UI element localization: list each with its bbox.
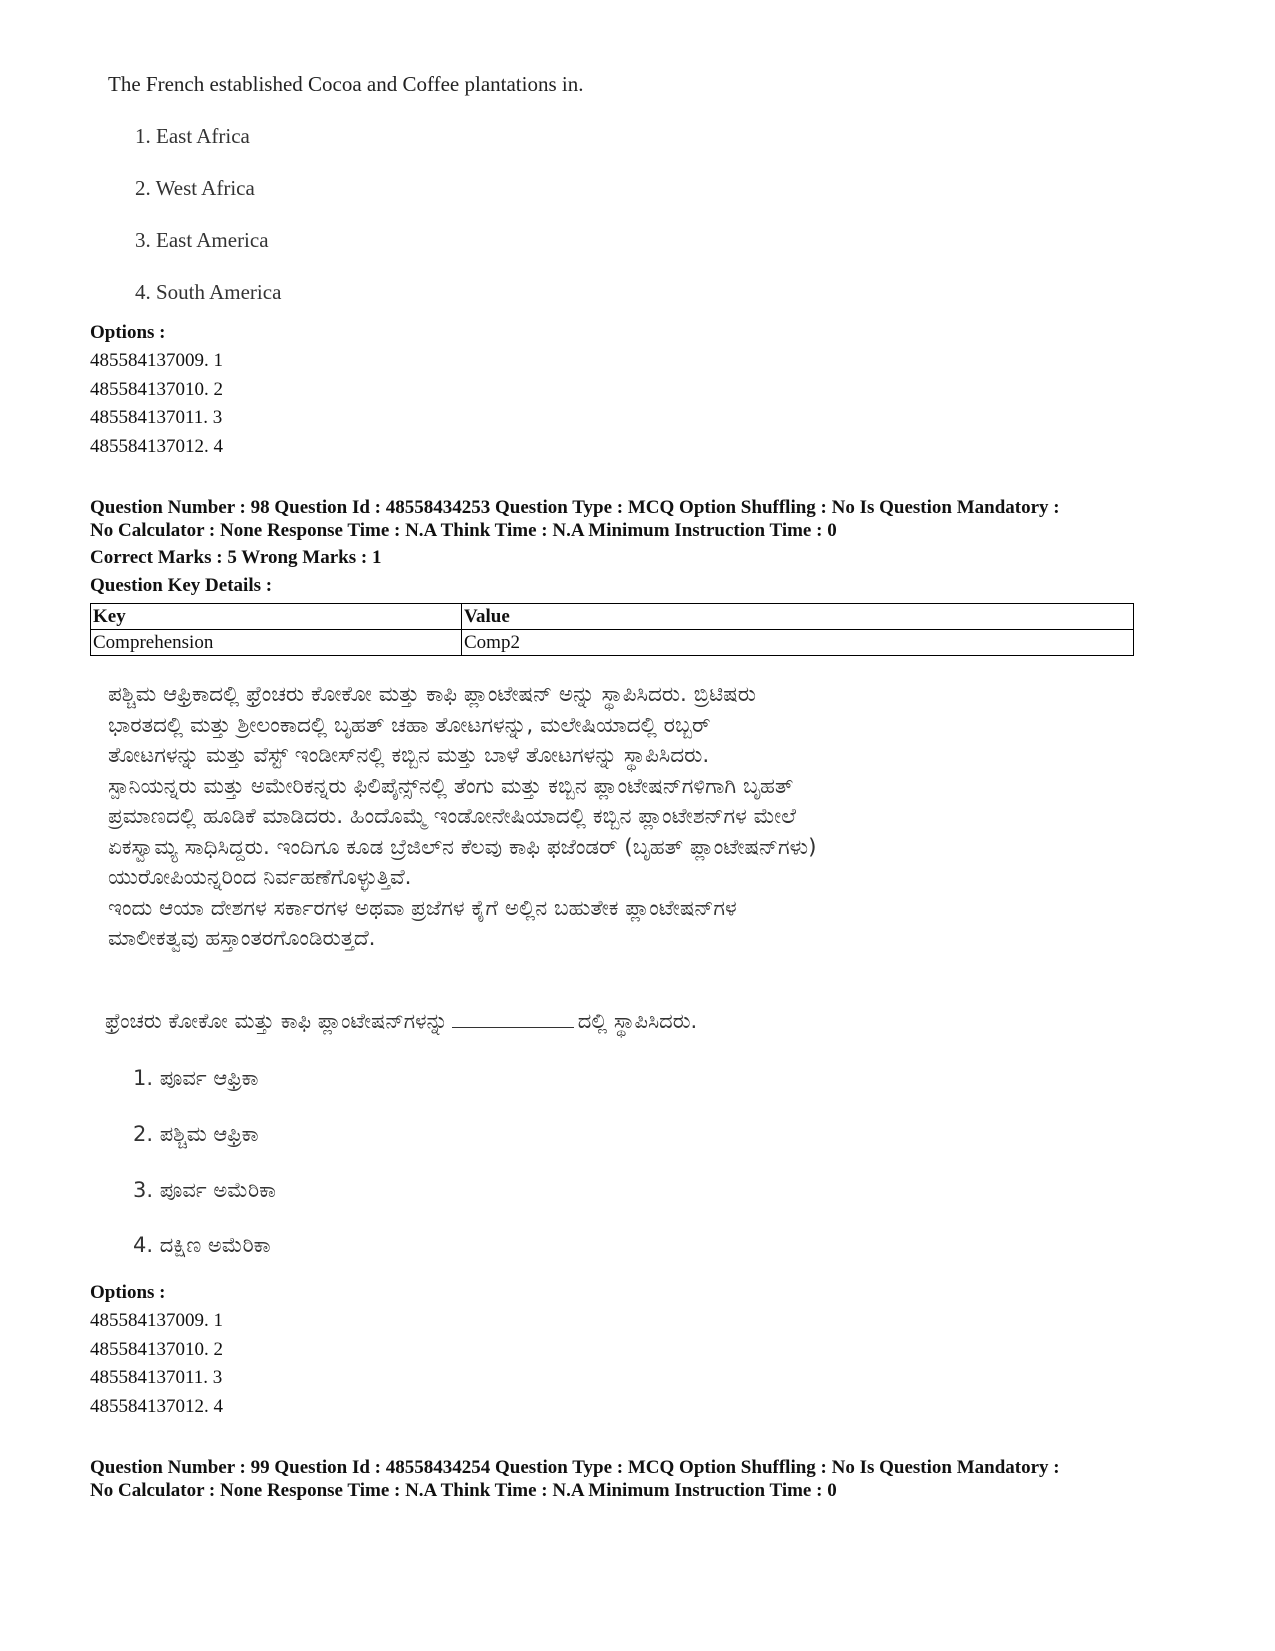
q98-question-before-blank: ಫ್ರೆಂಚರು ಕೋಕೋ ಮತ್ತು ಕಾಫಿ ಪ್ಲಾಂಟೇಷನ್‌ಗಳನ್ನು xyxy=(105,1009,448,1033)
q98-question-text xyxy=(105,1009,697,1034)
passage-line: ಏಕಸ್ವಾಮ್ಯ ಸಾಧಿಸಿದ್ದರು. ಇಂದಿಗೂ ಕೂಡ ಬ್ರೆಜಿಲ್‌ನ ಕೆಲವು ಕಾಫಿ ಫಜೆಂಡರ್ (ಬೃಹತ್ ಪ್ಲಾಂಟೇಷನ್‌ಗಳು) xyxy=(108,834,817,860)
key-table-header-key: Key xyxy=(91,604,462,630)
q97-choice-2: 2. West Africa xyxy=(135,176,255,200)
q99-meta-line2: No Calculator : None Response Time : N.A Think Time : N.A Minimum Instruction Time : 0 xyxy=(90,1480,837,1501)
q98-meta xyxy=(90,496,1210,542)
q98-options-label: Options : xyxy=(90,1282,166,1303)
q97-options-list xyxy=(90,347,223,461)
key-table-header-row xyxy=(91,604,1134,630)
passage-line: ಸ್ಪಾನಿಯನ್ನರು ಮತ್ತು ಅಮೇರಿಕನ್ನರು ಫಿಲಿಪೈನ್ಸ್‌ನಲ್ಲಿ ತೆಂಗು ಮತ್ತು ಕಬ್ಬಿನ ಪ್ಲಾಂಟೇಷನ್‌ಗಳಿಗಾಗಿ ಬೃಹತ್ xyxy=(108,773,794,799)
passage-line: ತೋಟಗಳನ್ನು ಮತ್ತು ವೆಸ್ಟ್ ಇಂಡೀಸ್‌ನಲ್ಲಿ ಕಬ್ಬಿನ ಮತ್ತು ಬಾಳೆ ತೋಟಗಳನ್ನು ಸ್ಥಾಪಿಸಿದರು. xyxy=(108,743,710,768)
key-table-cell-value: Comp2 xyxy=(462,630,1134,656)
passage-line: ಭಾರತದಲ್ಲಿ ಮತ್ತು ಶ್ರೀಲಂಕಾದಲ್ಲಿ ಬೃಹತ್ ಚಹಾ ತೋಟಗಳನ್ನು, ಮಲೇಷಿಯಾದಲ್ಲಿ ರಬ್ಬರ್ xyxy=(108,712,711,738)
q97-option-4: 485584137012. 4 xyxy=(90,435,223,457)
q97-option-3: 485584137011. 3 xyxy=(90,407,223,428)
key-table-header-value: Value xyxy=(462,604,1134,630)
table-row xyxy=(91,630,1134,656)
q99-meta-line1: Question Number : 99 Question Id : 48558434254 Question Type : MCQ Option Shuffling : No Is Question Mandatory : xyxy=(90,1457,1060,1478)
q98-choice-2: 2. ಪಶ್ಚಿಮ ಆಫ್ರಿಕಾ xyxy=(133,1122,259,1146)
q97-options-label: Options : xyxy=(90,322,166,343)
q98-option-3: 485584137011. 3 xyxy=(90,1367,223,1388)
passage-line: ಮಾಲೀಕತ್ವವು ಹಸ್ತಾಂತರಗೊಂಡಿರುತ್ತದೆ. xyxy=(108,926,376,951)
q98-key-table xyxy=(90,603,1134,656)
passage-line: ಯುರೋಪಿಯನ್ನರಿಂದ ನಿರ್ವಹಣೆಗೊಳ್ಳುತ್ತಿವೆ. xyxy=(108,865,412,890)
answer-blank xyxy=(452,1009,574,1028)
q97-choice-4: 4. South America xyxy=(135,280,282,304)
q98-option-1: 485584137009. 1 xyxy=(90,1310,223,1331)
q98-question-after-blank: ದಲ್ಲಿ ಸ್ಥಾಪಿಸಿದರು. xyxy=(577,1009,698,1033)
q98-marks: Correct Marks : 5 Wrong Marks : 1 xyxy=(90,547,382,568)
q98-meta-line2: No Calculator : None Response Time : N.A Think Time : N.A Minimum Instruction Time : 0 xyxy=(90,520,837,541)
q98-choice-4: 4. ದಕ್ಷಿಣ ಅಮೆರಿಕಾ xyxy=(133,1233,271,1257)
q98-meta-line1: Question Number : 98 Question Id : 48558434253 Question Type : MCQ Option Shuffling : No Is Question Mandatory : xyxy=(90,497,1060,518)
q97-option-1: 485584137009. 1 xyxy=(90,350,223,371)
q98-choice-3: 3. ಪೂರ್ವ ಅಮೆರಿಕಾ xyxy=(133,1178,276,1202)
q98-option-4: 485584137012. 4 xyxy=(90,1395,223,1417)
q98-option-2: 485584137010. 2 xyxy=(90,1338,223,1360)
q98-key-details-label: Question Key Details : xyxy=(90,575,273,596)
passage-line: ಪಶ್ಚಿಮ ಆಫ್ರಿಕಾದಲ್ಲಿ ಫ್ರೆಂಚರು ಕೋಕೋ ಮತ್ತು ಕಾಫಿ ಪ್ಲಾಂಟೇಷನ್ ಅನ್ನು ಸ್ಥಾಪಿಸಿದರು. ಬ್ರಿಟಿಷರು xyxy=(108,682,756,707)
q98-options-list xyxy=(90,1307,223,1421)
q98-passage xyxy=(108,680,1148,955)
q97-question-text: The French established Cocoa and Coffee plantations in. xyxy=(108,72,584,96)
passage-line: ಇಂದು ಆಯಾ ದೇಶಗಳ ಸರ್ಕಾರಗಳ ಅಥವಾ ಪ್ರಜೆಗಳ ಕೈಗೆ ಅಲ್ಲಿನ ಬಹುತೇಕ ಪ್ಲಾಂಟೇಷನ್‌ಗಳ xyxy=(108,895,737,921)
q97-choice-3: 3. East America xyxy=(135,228,269,252)
q97-option-2: 485584137010. 2 xyxy=(90,378,223,400)
q99-meta xyxy=(90,1456,1210,1502)
passage-line: ಪ್ರಮಾಣದಲ್ಲಿ ಹೂಡಿಕೆ ಮಾಡಿದರು. ಹಿಂದೊಮ್ಮೆ ಇಂಡೋನೇಷಿಯಾದಲ್ಲಿ ಕಬ್ಬಿನ ಪ್ಲಾಂಟೇಶನ್‌ಗಳ ಮೇಲೆ xyxy=(108,804,796,829)
q98-choice-1: 1. ಪೂರ್ವ ಆಫ್ರಿಕಾ xyxy=(133,1066,259,1090)
q97-choice-1: 1. East Africa xyxy=(135,124,250,148)
key-table-cell-key: Comprehension xyxy=(91,630,462,656)
